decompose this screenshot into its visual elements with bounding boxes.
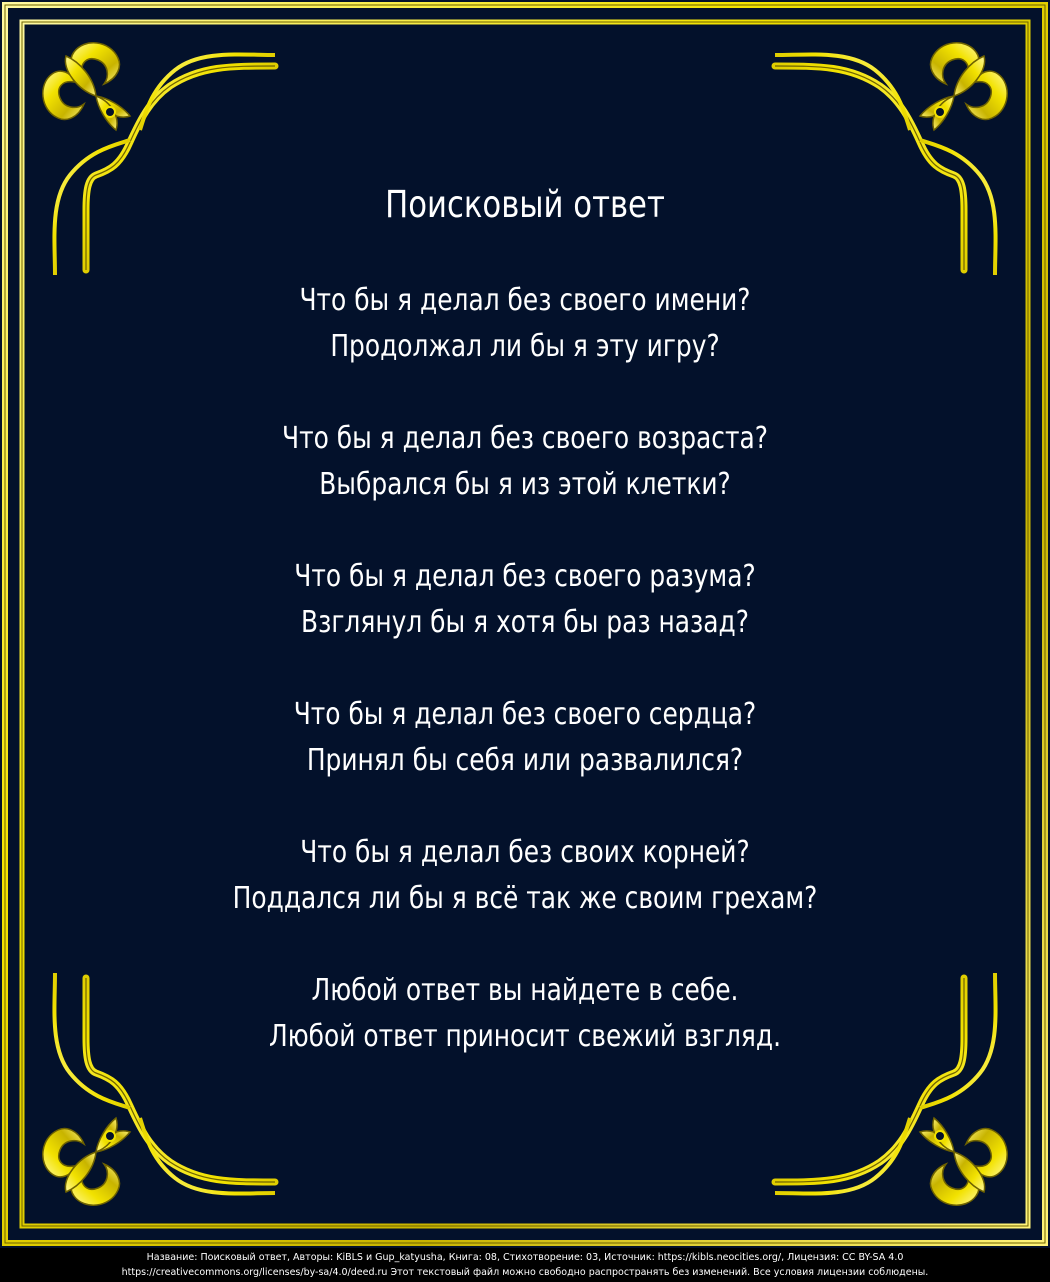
license-footer <box>0 1250 1050 1280</box>
poem-line: Продолжал ли бы я эту игру? <box>330 329 720 364</box>
footer-attribution: Название: Поисковый ответ, Авторы: KiBLS и Gup_katyusha, Книга: 08, Стихотворение: 03, Источник: https://kibls.neocities.org/, Лицензия: CC BY-SA 4.0 <box>146 1252 904 1263</box>
footer-license: https://creativecommons.org/licenses/by-sa/4.0/deed.ru Этот текстовый файл можно свободно распространять без изменений. Все условия лицензии соблюдены. <box>121 1267 929 1278</box>
poem-line: Что бы я делал без своего возраста? <box>282 421 768 456</box>
poem-title: Поисковый ответ <box>385 183 665 226</box>
poem-line: Выбрался бы я из этой клетки? <box>319 467 731 502</box>
poem-line: Взглянул бы я хотя бы раз назад? <box>301 605 749 640</box>
stanza <box>120 416 930 508</box>
stanza <box>120 278 930 370</box>
stanza <box>120 968 930 1060</box>
poem-line: Принял бы себя или развалился? <box>306 743 744 778</box>
poem-line: Любой ответ вы найдете в себе. <box>311 973 739 1008</box>
poem-line: Поддался ли бы я всё так же своим грехам? <box>232 881 818 916</box>
poem <box>120 170 930 1060</box>
stanza <box>120 830 930 922</box>
stanza <box>120 554 930 646</box>
stanza <box>120 692 930 784</box>
poem-line: Любой ответ приносит свежий взгляд. <box>268 1019 782 1054</box>
poem-line: Что бы я делал без своего сердца? <box>293 697 757 732</box>
poem-line: Что бы я делал без своего разума? <box>294 559 756 594</box>
poem-line: Что бы я делал без своего имени? <box>299 283 751 318</box>
poem-line: Что бы я делал без своих корней? <box>300 835 750 870</box>
